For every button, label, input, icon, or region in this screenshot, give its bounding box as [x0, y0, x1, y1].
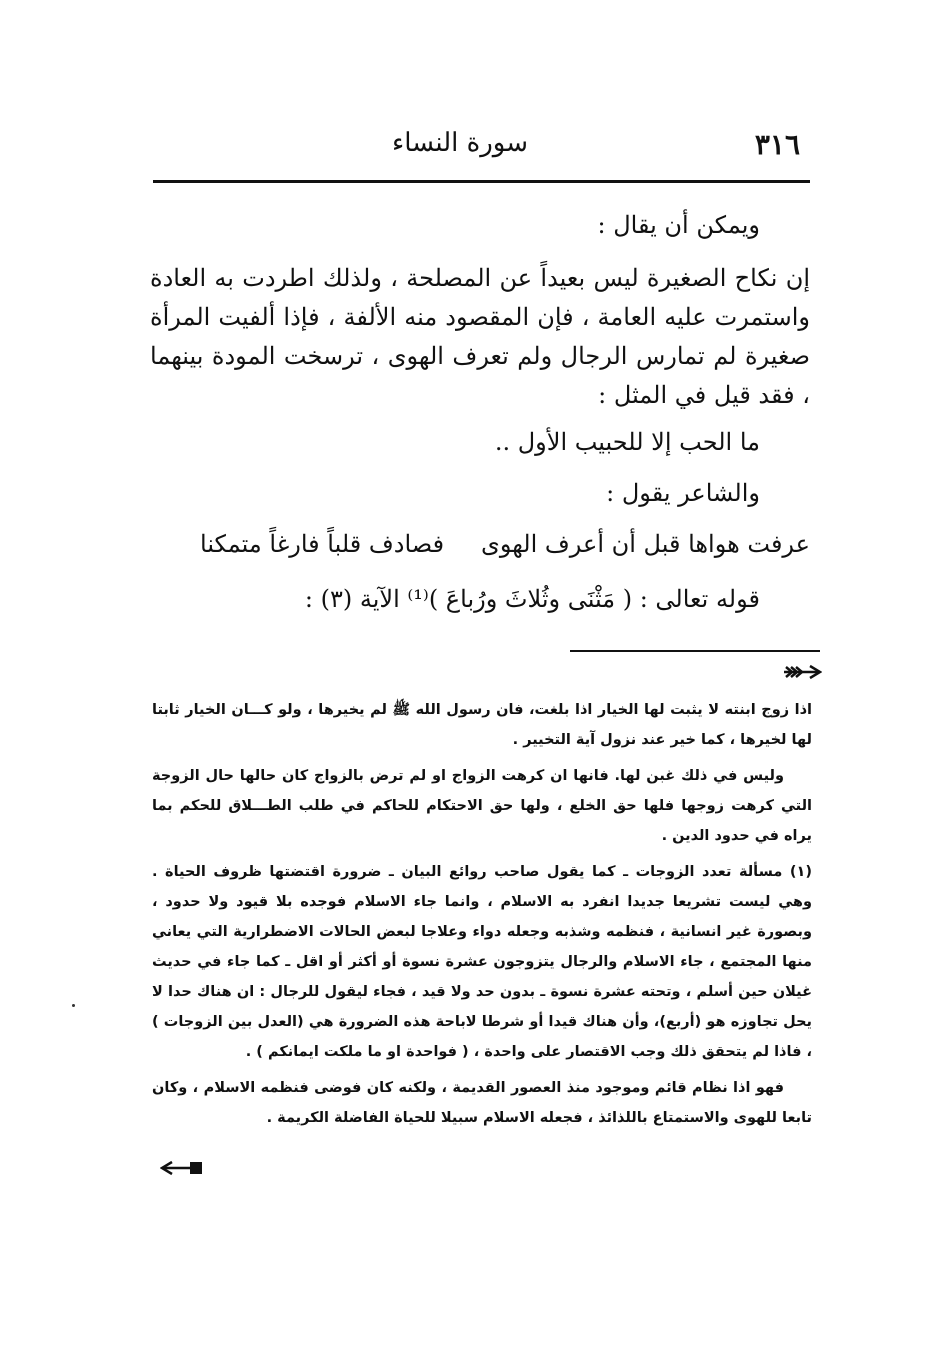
proverb-line: ما الحب إلا للحبيب الأول ..	[494, 428, 760, 456]
page-number: ٣١٦	[754, 128, 800, 161]
footnote-rule	[570, 650, 820, 652]
verse-first-half: عرفت هواها قبل أن أعرف الهوى	[481, 530, 810, 558]
footnote-1: (١) مسألة تعدد الزوجات ـ كما يقول صاحب روائع البيان ـ ضرورة اقتضتها ظروف الحياة . وهي ليست تشريعا جديدا انفرد به الاسلام ، وانما جاء الاسلام فوجده بلا قيود ولا حدود ، وبصورة غير انسانية ، فنظمه وشذبه وجعله دواء وعلاجا لبعض الحالات الاضطرارية التي يعاني منها المجتمع ، جاء الاسلام والرجال يتزوجون عشرة نسوة أو أكثر أو اقل ـ كما جاء في حديث غيلان حين أسلم ، وتحته عشرة نسوة ـ بدون حد ولا قيد ، فجاء ليقول للرجال : ان هناك حدا لا يحل تجاوزه هو (أربع)، وأن هناك قيدا أو شرطا لاباحة هذه الضرورة هي (العدل بين الزوجات ) ، فاذا لم يتحقق ذلك وجب الاقتصار على واحدة ، ( فواحدة او ما ملكت ايمانكم ) .	[152, 864, 812, 1060]
intro-line: ويمكن أن يقال :	[597, 211, 760, 239]
footnote-1-end: فهو اذا نظام قائم وموجود منذ العصور القديمة ، ولكنه كان فوضى فنظمه الاسلام ، وكان تابعا للهوى والاستمتاع باللذائذ ، فجعله الاسلام سبيلا للحياة الفاضلة الكريمة .	[152, 1080, 812, 1126]
main-text	[150, 200, 810, 619]
main-paragraph: إن نكاح الصغيرة ليس بعيداً عن المصلحة ، ولذلك اطردت به العادة واستمرت عليه العامة ، فإن المقصود منه الألفة ، فإذا ألفيت المرأة صغيرة لم تمارس الرجال ولم تعرف الهوى ، ترسخت المودة بينهما ، فقد قيل في المثل :	[150, 264, 810, 409]
ayah-line: قوله تعالى : ( مَثْنَى وثُلاثَ ورُباعَ )⁽¹⁾ الآية (٣) :	[304, 585, 760, 613]
footnotes	[152, 695, 812, 1133]
header-rule	[153, 180, 810, 183]
verse-second-half: فصادف قلباً فارغاً متمكنا	[200, 530, 445, 558]
poet-intro: والشاعر يقول :	[606, 479, 760, 507]
arrow-left-ornament-icon	[160, 1160, 206, 1176]
footnote-continuation-2: وليس في ذلك غبن لها. فانها ان كرهت الزواج او لم ترض بالزواج كان حالها حال الزوجة التي كرهت زوجها فلها حق الخلع ، ولها حق الاحتكام للحاكم في طلب الطـــلاق للحكم بما يراه في حدود الدين .	[152, 768, 812, 844]
surah-title: سورة النساء	[392, 128, 528, 158]
poetry-verse	[150, 525, 810, 564]
scan-speck	[72, 1004, 75, 1007]
footnote-continuation-1: اذا زوج ابنته لا يثبت لها الخيار اذا بلغت، فان رسول الله ﷺ لم يخيرها ، ولو كـــان الخيار ثابتا لها لخيرها ، كما خير عند نزول آية التخيير .	[152, 702, 812, 748]
arrow-right-ornament-icon	[782, 664, 822, 680]
